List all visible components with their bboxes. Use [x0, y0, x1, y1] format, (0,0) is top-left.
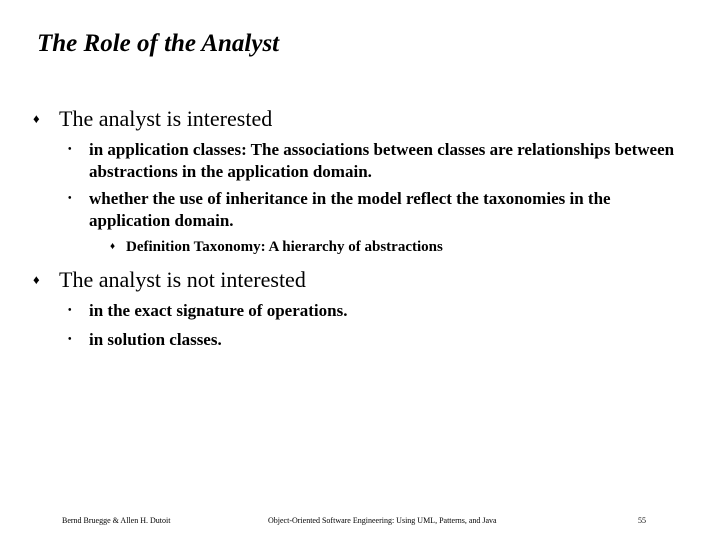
diamond-bullet-icon: ♦ [33, 111, 40, 126]
bullet-text: The analyst is not interested [59, 267, 306, 292]
sub-bullet-solution-classes [68, 329, 688, 351]
sub-bullet-inheritance [68, 188, 688, 232]
footer-book-title: Object-Oriented Software Engineering: Using UML, Patterns, and Java [268, 516, 497, 525]
sub-bullet-signature [68, 300, 688, 322]
sub-sub-bullet-text: Definition Taxonomy: A hierarchy of abstractions [126, 239, 443, 255]
sub-bullet-text: in solution classes. [89, 330, 222, 349]
footer-authors: Bernd Bruegge & Allen H. Dutoit [62, 516, 171, 525]
slide-title: The Role of the Analyst [37, 30, 280, 57]
bullet-not-interested [33, 267, 306, 293]
sub-bullet-text: in the exact signature of operations. [89, 301, 348, 320]
bullet-text: The analyst is interested [59, 106, 273, 131]
diamond-bullet-icon: ♦ [110, 241, 116, 252]
sub-sub-bullet-taxonomy [110, 239, 443, 256]
footer-page-number: 55 [638, 516, 646, 525]
sub-bullet-text: whether the use of inheritance in the model reflect the taxonomies in the application domain. [89, 189, 611, 230]
dot-bullet-icon: • [68, 193, 72, 204]
dot-bullet-icon: • [68, 305, 72, 316]
bullet-interested [33, 106, 272, 132]
sub-bullet-application-classes [68, 139, 688, 183]
dot-bullet-icon: • [68, 144, 72, 155]
dot-bullet-icon: • [68, 334, 72, 345]
diamond-bullet-icon: ♦ [33, 272, 40, 287]
sub-bullet-text: in application classes: The associations between classes are relationships between abstractions in the application domain. [89, 140, 675, 181]
